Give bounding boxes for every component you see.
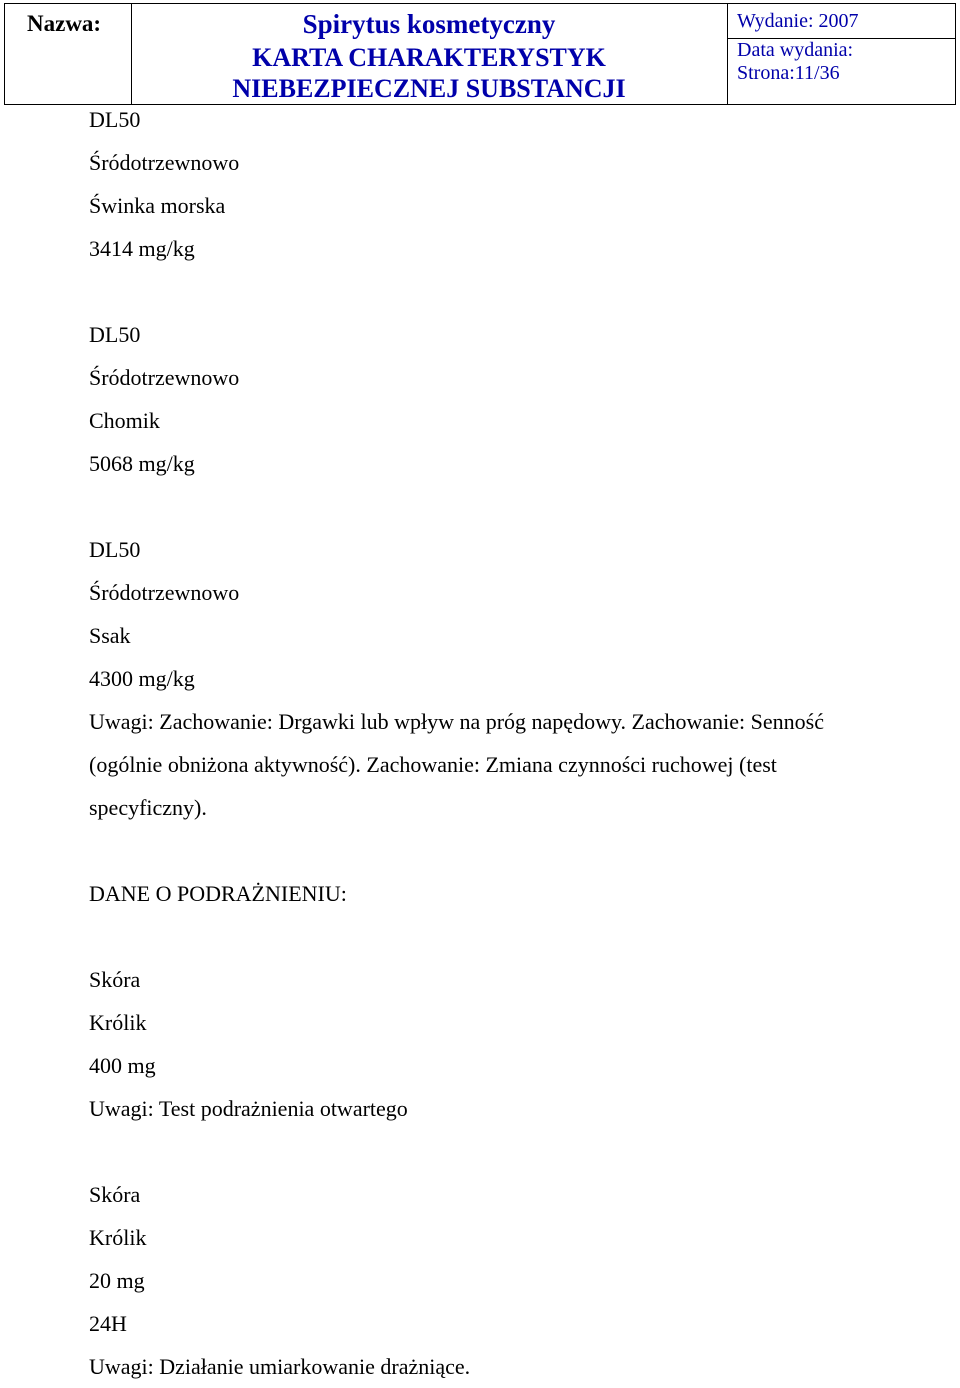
header-title-cell [131,4,728,104]
irritation-species: Królik [89,1225,147,1250]
irritation-note: Uwagi: Test podrażnienia otwartego [89,1096,408,1121]
note-line: specyficzny). [89,795,207,820]
irritation-duration: 24H [89,1311,127,1336]
document-header [4,3,956,105]
block-route: Śródotrzewnowo [89,365,240,390]
card-title-line-2: NIEBEZPIECZNEJ SUBSTANCJI [232,74,626,103]
product-name: Spirytus kosmetyczny [302,9,556,39]
header-name-cell [5,4,132,104]
issue-date: Data wydania: [737,39,854,61]
page-number: Strona:11/36 [737,62,840,84]
section-heading: DANE O PODRAŻNIENIU: [89,881,347,906]
block-species: Chomik [89,408,160,433]
irritation-site: Skóra [89,967,141,992]
irritation-dose: 20 mg [89,1268,145,1293]
irritation-species: Królik [89,1010,147,1035]
header-meta-cell [727,4,955,104]
block-species: Ssak [89,623,131,648]
block-type: DL50 [89,322,141,347]
document-body [89,98,934,1388]
irritation-site: Skóra [89,1182,141,1207]
block-type: DL50 [89,537,141,562]
block-route: Śródotrzewnowo [89,150,240,175]
block-route: Śródotrzewnowo [89,580,240,605]
block-dose: 4300 mg/kg [89,666,195,691]
block-species: Świnka morska [89,193,226,218]
card-title-line-1: KARTA CHARAKTERYSTYK [252,43,606,72]
edition: Wydanie: 2007 [737,10,859,32]
irritation-note: Uwagi: Działanie umiarkowanie drażniące. [89,1354,471,1379]
block-type: DL50 [89,107,141,132]
card-title [131,42,727,104]
note-line: Uwagi: Zachowanie: Drgawki lub wpływ na próg napędowy. Zachowanie: Senność [89,709,824,734]
block-dose: 3414 mg/kg [89,236,195,261]
name-label: Nazwa: [27,11,102,36]
irritation-dose: 400 mg [89,1053,156,1078]
block-dose: 5068 mg/kg [89,451,195,476]
note-line: (ogólnie obniżona aktywność). Zachowanie: Zmiana czynności ruchowej (test [89,752,777,777]
